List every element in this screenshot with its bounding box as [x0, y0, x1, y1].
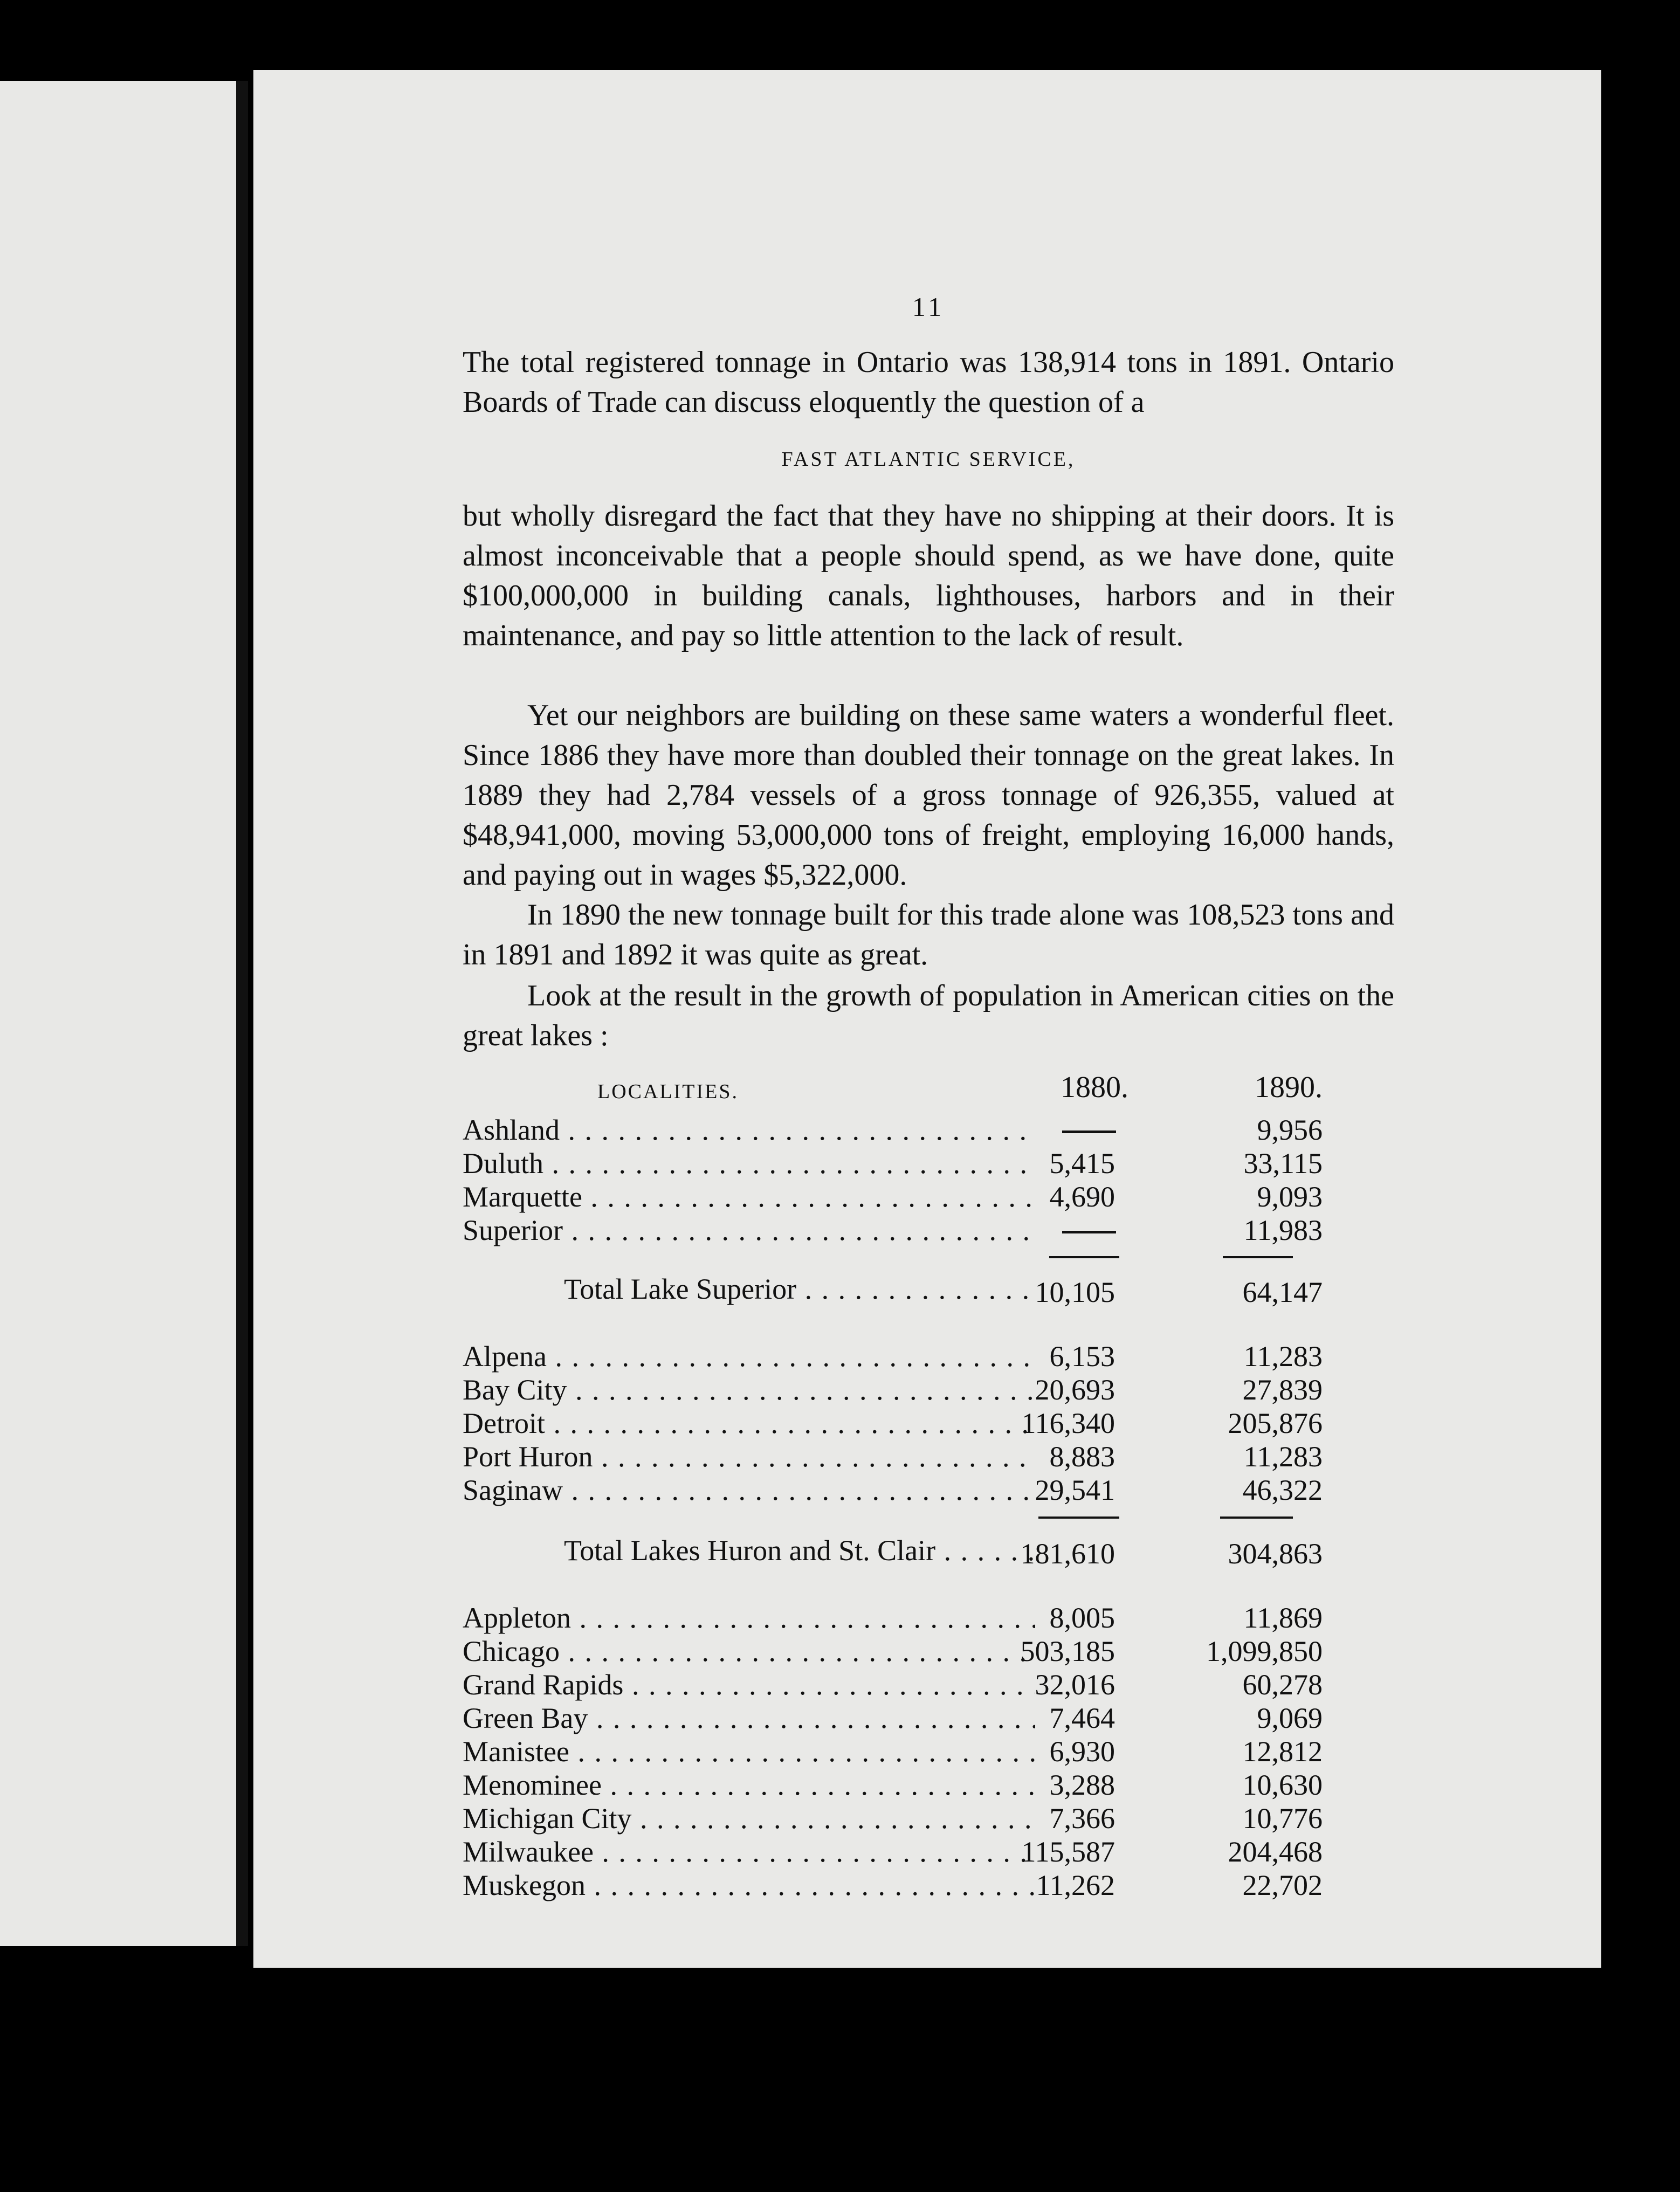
- population-1890: 9,069: [1257, 1702, 1323, 1734]
- population-1880: 4,690: [1049, 1181, 1115, 1213]
- locality-name: Ashland . . .: [463, 1113, 1035, 1147]
- locality-name: Detroit . . .: [463, 1407, 1035, 1440]
- population-1890: 22,702: [1242, 1869, 1323, 1901]
- table-row: [463, 1473, 1394, 1507]
- population-1890: 11,869: [1243, 1602, 1323, 1634]
- table-row: [463, 1601, 1394, 1635]
- total-1880: 10,105: [1035, 1276, 1115, 1308]
- locality-name: Duluth . . .: [463, 1147, 1035, 1180]
- locality-name: Saginaw . . .: [463, 1473, 1035, 1507]
- table-row: [463, 1869, 1394, 1902]
- population-1890: 60,278: [1242, 1669, 1323, 1701]
- total-label: Total Lake Superior . . .: [564, 1272, 1035, 1306]
- book-gutter: [236, 81, 248, 1946]
- locality-name: Milwaukee . . .: [463, 1835, 1035, 1869]
- locality-name: Superior . . .: [463, 1214, 1035, 1247]
- total-1890: 304,863: [1228, 1538, 1323, 1570]
- population-1890: 12,812: [1242, 1735, 1323, 1768]
- table-row: [463, 1180, 1394, 1214]
- table-row: [463, 1440, 1394, 1473]
- table-row: [463, 1373, 1394, 1407]
- no-data-dash: [1062, 1131, 1116, 1133]
- paragraph-1: The total registered tonnage in Ontario was 138,914 tons in 1891. Ontario Boards of Trade can discuss eloquently the question of a: [463, 346, 1394, 419]
- paragraph-3: Yet our neighbors are building on these same waters a wonderful fleet. Since 1886 they have more than doubled their tonnage on the great lakes. In 1889 they had 2,784 vessels of a gross tonnage of 926,355, valued at $48,941,000, moving 53,000,000 tons of freight, employing 16,000 hands, and paying out in wages $5,322,000.: [463, 699, 1394, 892]
- table-row: [463, 1214, 1394, 1247]
- population-1890: 33,115: [1243, 1147, 1323, 1180]
- population-1880: 11,262: [1036, 1869, 1115, 1901]
- population-1890: 204,468: [1228, 1836, 1323, 1868]
- total-rule: [1220, 1517, 1293, 1519]
- total-1890: 64,147: [1242, 1276, 1323, 1308]
- paragraph-5: Look at the result in the growth of population in American cities on the great lakes :: [463, 979, 1394, 1052]
- locality-name: Marquette . . .: [463, 1180, 1035, 1214]
- table-row: [463, 1407, 1394, 1440]
- total-rule: [1223, 1256, 1293, 1258]
- paragraph-4: In 1890 the new tonnage built for this trade alone was 108,523 tons and in 1891 and 1892 it was quite as great.: [463, 898, 1394, 971]
- population-1880: 6,153: [1049, 1340, 1115, 1373]
- table-row: [463, 1113, 1394, 1147]
- population-1880: 5,415: [1049, 1147, 1115, 1180]
- table-row: [463, 1802, 1394, 1835]
- book-page: [253, 70, 1601, 1968]
- locality-name: Michigan City . . .: [463, 1802, 1035, 1835]
- table-row: [463, 1735, 1394, 1768]
- no-data-dash: [1062, 1231, 1116, 1233]
- table-row: [463, 1147, 1394, 1180]
- population-1890: 9,093: [1257, 1181, 1323, 1213]
- paragraph-2: but wholly disregard the fact that they have no shipping at their doors. It is almost inconceivable that a people should spend, as we have done, quite $100,000,000 in building canals, lighthouses, harbors and in their maintenance, and pay so little attention to the lack of result.: [463, 499, 1394, 652]
- population-1880: 32,016: [1035, 1669, 1115, 1701]
- population-1880: 503,185: [1020, 1635, 1115, 1667]
- population-1890: 10,630: [1242, 1769, 1323, 1801]
- locality-name: Appleton . . .: [463, 1601, 1035, 1635]
- population-1880: 115,587: [1021, 1836, 1115, 1868]
- locality-name: Chicago . . .: [463, 1635, 1035, 1668]
- population-1890: 10,776: [1242, 1802, 1323, 1835]
- population-1890: 205,876: [1228, 1407, 1323, 1439]
- population-1880: 8,005: [1049, 1602, 1115, 1634]
- total-label: Total Lakes Huron and St. Clair . . .: [564, 1534, 1035, 1567]
- total-row: [463, 1272, 1394, 1306]
- section-heading: FAST ATLANTIC SERVICE,: [781, 448, 1076, 471]
- table-row: [463, 1668, 1394, 1701]
- total-1880: 181,610: [1020, 1538, 1115, 1570]
- column-header-localities: LOCALITIES.: [597, 1080, 739, 1103]
- population-1880: 29,541: [1035, 1474, 1115, 1506]
- population-1880: 20,693: [1035, 1374, 1115, 1406]
- population-1890: 27,839: [1242, 1374, 1323, 1406]
- population-1880: 6,930: [1049, 1735, 1115, 1768]
- table-row: [463, 1768, 1394, 1802]
- locality-name: Alpena . . .: [463, 1340, 1035, 1373]
- total-rule: [1038, 1517, 1119, 1519]
- population-1880: 116,340: [1021, 1407, 1115, 1439]
- locality-name: Port Huron . . .: [463, 1440, 1035, 1473]
- column-header-1880: 1880.: [1061, 1071, 1128, 1104]
- population-1880: 7,464: [1049, 1702, 1115, 1734]
- locality-name: Green Bay . . .: [463, 1701, 1035, 1735]
- locality-name: Menominee . . .: [463, 1768, 1035, 1802]
- population-1890: 46,322: [1242, 1474, 1323, 1506]
- locality-name: Bay City . . .: [463, 1373, 1035, 1407]
- population-1880: 3,288: [1049, 1769, 1115, 1801]
- population-1890: 9,956: [1257, 1114, 1323, 1146]
- locality-name: Manistee . . .: [463, 1735, 1035, 1768]
- table-row: [463, 1340, 1394, 1373]
- facing-page: [0, 81, 236, 1946]
- locality-name: Grand Rapids . . .: [463, 1668, 1035, 1701]
- total-rule: [1049, 1256, 1119, 1258]
- column-header-1890: 1890.: [1255, 1071, 1323, 1104]
- locality-name: Muskegon . . .: [463, 1869, 1035, 1902]
- table-row: [463, 1701, 1394, 1735]
- table-row: [463, 1635, 1394, 1668]
- population-1890: 11,283: [1243, 1440, 1323, 1473]
- population-1890: 11,283: [1243, 1340, 1323, 1373]
- population-1880: 7,366: [1049, 1802, 1115, 1835]
- table-row: [463, 1835, 1394, 1869]
- population-1880: 8,883: [1049, 1440, 1115, 1473]
- population-1890: 1,099,850: [1206, 1635, 1323, 1667]
- population-1890: 11,983: [1243, 1214, 1323, 1246]
- population-table-header: [463, 1070, 1394, 1108]
- page-number: 11: [912, 292, 945, 322]
- total-row: [463, 1534, 1394, 1570]
